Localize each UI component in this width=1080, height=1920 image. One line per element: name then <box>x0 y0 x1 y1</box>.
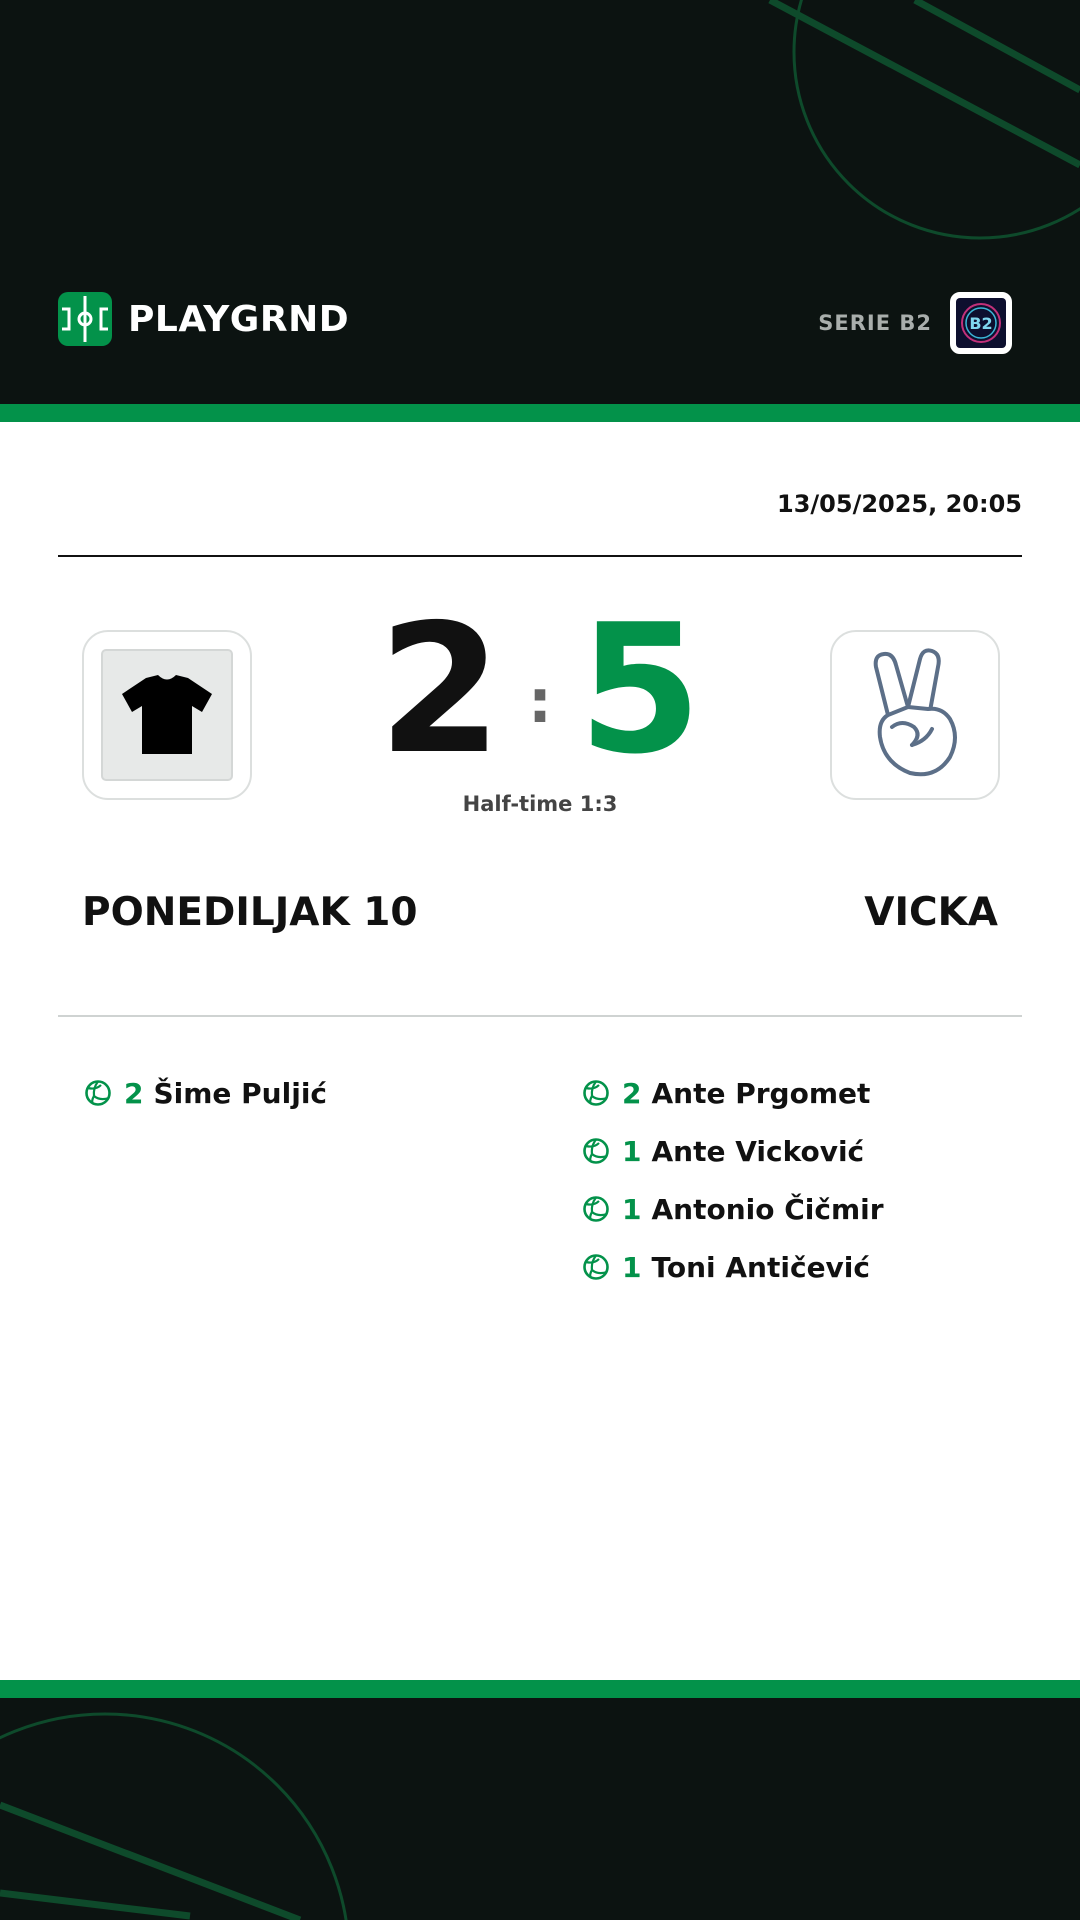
tshirt-icon <box>100 648 234 782</box>
goal-count: 1 <box>622 1134 642 1168</box>
scoreboard <box>340 586 740 793</box>
home-score: 2 <box>378 586 502 793</box>
ball-icon <box>582 1137 610 1165</box>
player-name: Ante Prgomet <box>651 1076 871 1110</box>
field-icon <box>58 292 112 346</box>
score-separator: : <box>528 667 552 737</box>
home-team-logo[interactable] <box>82 630 252 800</box>
ball-icon <box>582 1079 610 1107</box>
ball-icon <box>582 1253 610 1281</box>
ball-icon <box>84 1079 112 1107</box>
player-name: Antonio Čičmir <box>651 1192 884 1226</box>
goal-count: 2 <box>622 1076 642 1110</box>
away-scorers <box>582 1064 884 1296</box>
scorer-row <box>582 1238 884 1296</box>
league-name: SERIE B2 <box>818 311 932 335</box>
brand[interactable] <box>58 292 349 346</box>
away-team-name[interactable]: VICKA <box>864 890 998 935</box>
halftime-score: Half-time 1:3 <box>462 792 618 816</box>
header-band <box>0 0 1080 404</box>
player-name: Šime Puljić <box>153 1076 328 1110</box>
peace-hand-icon <box>850 645 980 785</box>
ball-icon <box>582 1195 610 1223</box>
away-team-logo[interactable] <box>830 630 1000 800</box>
scorer-row <box>582 1122 884 1180</box>
match-datetime: 13/05/2025, 20:05 <box>777 490 1022 518</box>
accent-bar-bottom <box>0 1680 1080 1698</box>
scorer-row <box>582 1064 884 1122</box>
league-badge-icon <box>956 298 1006 348</box>
player-name: Toni Antičević <box>651 1250 871 1284</box>
home-team-name[interactable]: PONEDILJAK 10 <box>82 890 418 935</box>
pitch-decoration <box>0 1698 1080 1920</box>
goal-count: 1 <box>622 1250 642 1284</box>
away-score: 5 <box>578 586 702 793</box>
brand-name: PLAYGRND <box>128 298 350 340</box>
svg-text:B2: B2 <box>969 314 993 333</box>
scorer-row <box>84 1064 327 1122</box>
footer-band <box>0 1698 1080 1920</box>
player-name: Ante Vicković <box>651 1134 865 1168</box>
league[interactable] <box>818 292 1012 354</box>
accent-bar-top <box>0 404 1080 422</box>
league-badge <box>950 292 1012 354</box>
goal-count: 1 <box>622 1192 642 1226</box>
home-scorers <box>84 1064 327 1122</box>
divider <box>58 555 1022 557</box>
divider <box>58 1015 1022 1017</box>
scorer-row <box>582 1180 884 1238</box>
goal-count: 2 <box>124 1076 144 1110</box>
